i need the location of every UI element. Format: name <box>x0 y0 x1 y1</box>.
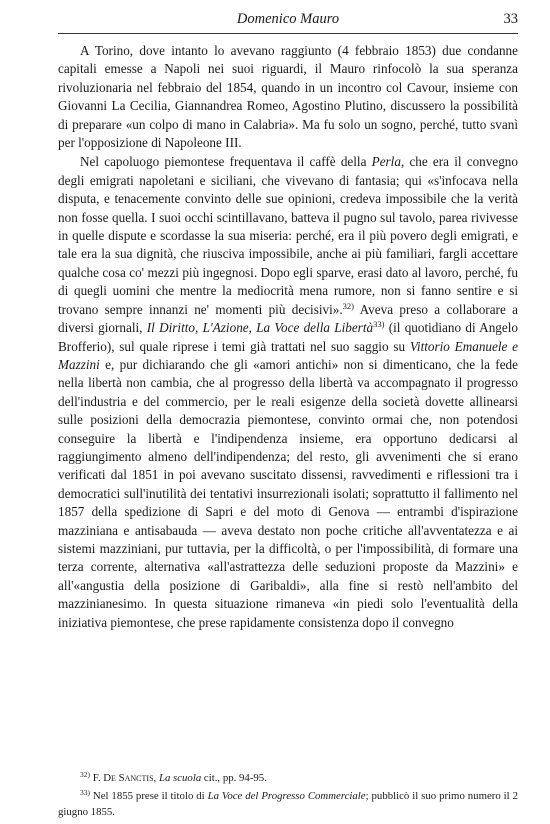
running-title: Domenico Mauro <box>236 11 340 27</box>
text-run: Aveva preso a collaborare a diversi giornali, <box>58 301 518 336</box>
italic-il-diritto: Il Diritto <box>146 320 196 336</box>
text-run: , che era il convegno degli emigrati napoletani e siciliani, che vivevano di fantasia; qui «s'infocava nella disputa, e tenacemente convinto delle sue opinioni, credeva impossibile che la verità non fosse quella. I suoi occhi scintillavano, batteva il pugno sul tavolo, parea rivivesse in quelle dispute e scordasse la sua miseria: perché, era il più povero degli emigrati, e tale era la sua dignità, che riusciva impossibile, anche ai più familiari, fargli accettare qualche cosa co' mezzi più ingegnosi. Dopo egli sparve, erasi dato al lavoro, perché, fu di quegli uomini che mentre la mediocrità mena rumore, non si fanno sentire e si trovano sempre innanzi ne' momenti più decisivi». <box>58 154 518 317</box>
footnote-title: La Voce del Progresso Commerciale <box>207 790 366 802</box>
text-run: , <box>248 320 257 336</box>
italic-la-voce-della-liberta: La Voce della Libertà <box>256 320 374 336</box>
text-run: ; pubblicò il suo primo numero il 2 giugno 1855. <box>58 790 518 818</box>
footnote-ref-32[interactable]: 32) <box>342 300 355 311</box>
paragraph-2 <box>58 153 518 632</box>
italic-l-azione: L'Azione <box>202 320 249 336</box>
main-text <box>58 42 518 632</box>
footnote-title: La scuola <box>158 772 202 784</box>
footnote-32 <box>58 770 518 786</box>
italic-vittorio-emanuele: Vittorio Emanuele e Mazzini <box>58 338 519 372</box>
footnotes <box>58 770 518 822</box>
italic-perla: Perla <box>371 154 401 170</box>
text-run: Nel 1855 prese il titolo di <box>90 790 208 802</box>
footnote-author: F. De Sanctis <box>92 772 154 784</box>
page-number: 33 <box>503 11 518 27</box>
text-run: Nel capoluogo piemontese frequentava il caffè della <box>80 154 372 170</box>
text-run: , <box>153 772 159 784</box>
footnote-33 <box>58 788 518 820</box>
running-header <box>58 8 518 30</box>
text-run: (il quotidiano di Angelo Brofferio), sul quale riprese i temi già trattati nel suo saggio su <box>58 320 519 354</box>
footnote-number: 33) <box>80 788 90 797</box>
footnote-number: 32) <box>80 770 90 779</box>
text-run: , <box>195 320 203 336</box>
header-rule <box>58 33 518 34</box>
paragraph-1: A Torino, dove intanto lo avevano raggiunto (4 febbraio 1853) due condanne capitali emesse a Napoli nei suoi riguardi, il Mauro rinfocolò la sua speranza rivoluzionaria nel febbraio del 1854, quando in un incontro col Cavour, insieme con Giovanni La Cecilia, Giannandrea Romeo, Agostino Plutino, discussero la possibilità di preparare «un colpo di mano in Calabria». Ma fu solo un sogno, perché, tutto svanì per l'opposizione di Napoleone III. <box>58 43 518 151</box>
text-run: cit., pp. 94-95. <box>201 772 267 784</box>
text-run: e, pur dichiarando che gli «amori antichi» non si dimenticano, che la fede nella libertà non cambia, che al progresso della libertà va accompagnato il progresso dell'industria e del commercio, per le reali esigenze della società dovette allinearsi sulle posizioni della democrazia piemontese, convinto ormai che, non potendosi conseguire la libertà e l'indipendenza insieme, era opportuno dedicarsi al raggiungimento almeno dell'indipendenza; del resto, gli avvenimenti che si erano verificati dal 1851 in poi avevano suscitato dissensi, ravvedimenti e riflessioni tra i democratici sull'inutilità dei tentativi insurrezionali isolati; soprattutto il fallimento nel 1857 della spedizione di Sapri e del moto di Genova — entrambi d'ispirazione mazziniana e antisabauda — aveva destato non poche critiche all'avventatezza e ai sistemi mazziniani, pur tuttavia, per la difficoltà, o per l'impossibilità, di formare una terza corrente, alternativa «all'astrattezza delle seduzioni proposte da Mazzini» e all'«angustia della posizione di Garibaldi», alla fine si restò nell'ambito del mazzinianesimo. In questa situazione rimaneva «in piedi solo l'eventualità della iniziativa piemontese, che prese rapidamente consistenza dopo il convegno <box>58 356 518 630</box>
footnote-ref-33[interactable]: 33) <box>373 319 385 330</box>
